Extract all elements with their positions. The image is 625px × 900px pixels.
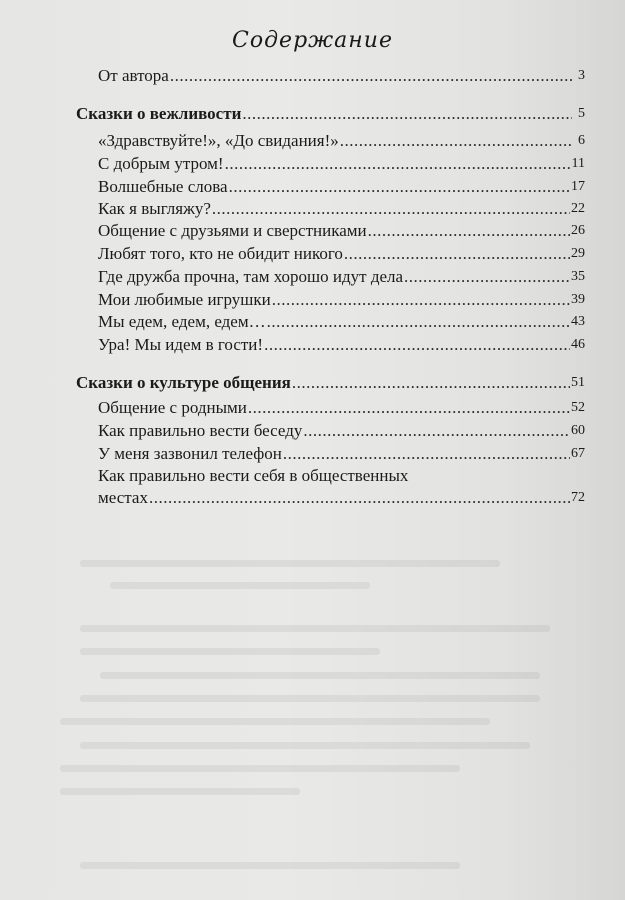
toc-entry-page: 22 bbox=[571, 201, 585, 216]
toc-entry bbox=[98, 487, 585, 509]
toc-entry-label: «Здравствуйте!», «До свидания!» bbox=[98, 131, 339, 150]
dot-leader bbox=[340, 130, 572, 152]
page-title: Содержание bbox=[232, 28, 393, 53]
toc-entry-label: От автора bbox=[98, 66, 169, 85]
toc-section-page: 51 bbox=[571, 375, 585, 390]
dot-leader bbox=[303, 420, 570, 442]
toc-entry-page: 35 bbox=[571, 269, 585, 284]
toc-entry-page: 52 bbox=[571, 400, 585, 415]
toc-entry-page: 17 bbox=[571, 179, 585, 194]
dot-leader bbox=[149, 487, 570, 509]
toc-entry bbox=[98, 198, 585, 220]
toc-section-label: Сказки о вежливости bbox=[76, 104, 242, 123]
dot-leader bbox=[267, 311, 570, 333]
dot-leader bbox=[212, 198, 570, 220]
toc-entry-label: Как я выгляжу? bbox=[98, 199, 211, 218]
toc-entry bbox=[98, 266, 585, 288]
dot-leader bbox=[225, 153, 571, 175]
dot-leader bbox=[229, 176, 570, 198]
dot-leader bbox=[272, 289, 570, 311]
toc-entry bbox=[98, 397, 585, 419]
toc-entry bbox=[98, 220, 585, 242]
toc-entry-page: 6 bbox=[578, 133, 585, 148]
toc-entry-label: Любят того, кто не обидит никого bbox=[98, 244, 343, 263]
toc-entry bbox=[98, 289, 585, 311]
toc-entry-page: 26 bbox=[571, 223, 585, 238]
dot-leader bbox=[292, 372, 570, 394]
toc-entry bbox=[98, 130, 585, 152]
toc-entry-page: 72 bbox=[571, 490, 585, 505]
dot-leader bbox=[248, 397, 570, 419]
dot-leader bbox=[170, 65, 572, 87]
toc-entry-label: Мы едем, едем, едем… bbox=[98, 312, 266, 331]
toc-entry-page: 67 bbox=[571, 446, 585, 461]
toc-section-communication bbox=[76, 372, 585, 394]
toc-entry-page: 43 bbox=[571, 314, 585, 329]
toc-entry-page: 3 bbox=[578, 68, 585, 83]
dot-leader bbox=[283, 443, 570, 465]
toc-entry bbox=[98, 420, 585, 442]
toc-entry-label: Общение с родными bbox=[98, 398, 247, 417]
toc-section-politeness bbox=[76, 103, 585, 125]
toc-entry-label: Волшебные слова bbox=[98, 177, 228, 196]
dot-leader bbox=[264, 334, 570, 356]
toc-entry-label: У меня зазвонил телефон bbox=[98, 444, 282, 463]
toc-entry-label: С добрым утром! bbox=[98, 154, 224, 173]
toc-entry-label: Ура! Мы идем в гости! bbox=[98, 335, 264, 354]
toc-entry bbox=[98, 311, 585, 333]
toc-entry-label: Мои любимые игрушки bbox=[98, 290, 271, 309]
toc-entry-label-line2: местах bbox=[98, 488, 148, 507]
dot-leader bbox=[368, 220, 570, 242]
toc-section-page: 5 bbox=[578, 106, 585, 121]
toc-entry-label-line1: Как правильно вести себя в общественных bbox=[98, 466, 409, 485]
toc-entry bbox=[98, 243, 585, 265]
toc-entry-page: 60 bbox=[571, 423, 585, 438]
toc-entry-page: 29 bbox=[571, 246, 585, 261]
toc-entry-label: Где дружба прочна, там хорошо идут дела bbox=[98, 267, 404, 286]
toc-section-label: Сказки о культуре общения bbox=[76, 373, 291, 392]
toc-entry-page: 11 bbox=[571, 156, 585, 171]
toc-entry-label: Как правильно вести беседу bbox=[98, 421, 303, 440]
toc-entry bbox=[98, 176, 585, 198]
toc-entry bbox=[98, 153, 585, 175]
dot-leader bbox=[404, 266, 570, 288]
toc-entry-intro bbox=[98, 65, 585, 87]
toc-entry-label: Общение с друзьями и сверстниками bbox=[98, 221, 367, 240]
toc-entry bbox=[98, 334, 585, 356]
dot-leader bbox=[242, 103, 572, 125]
toc-entry-page: 39 bbox=[571, 292, 585, 307]
dot-leader bbox=[344, 243, 570, 265]
toc-entry bbox=[98, 443, 585, 465]
toc-entry-page: 46 bbox=[571, 337, 585, 352]
